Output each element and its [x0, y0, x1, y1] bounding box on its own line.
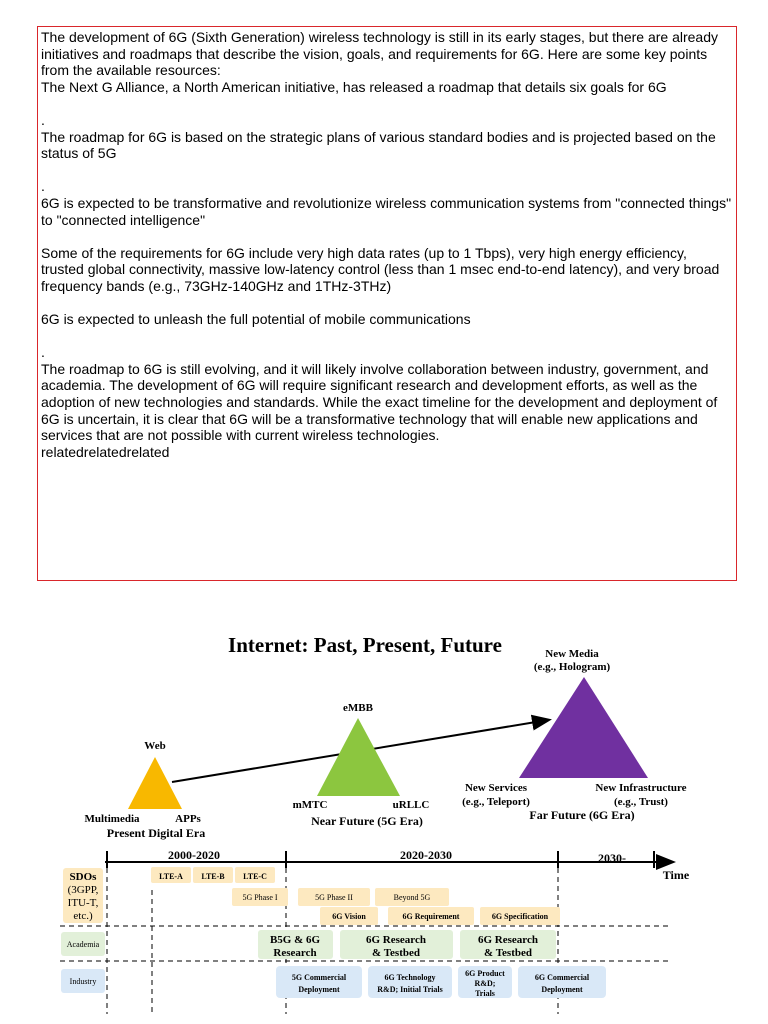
commercial6g-line2: Deployment [541, 985, 583, 994]
beyond5g-label: Beyond 5G [393, 893, 431, 902]
far-future-label: Far Future (6G Era) [529, 808, 635, 822]
paragraph-intro: The development of 6G (Sixth Generation) wireless technology is still in its early stages, but there are already initiatives and roadmaps that describe the vision, goals, and requirements for 6G. Here are some key points from the available resources: [41, 29, 718, 79]
research-testbed-1-line1: 6G Research [366, 934, 426, 946]
internet-roadmap-figure [0, 600, 768, 1024]
product6g-line3: Trials [475, 989, 495, 998]
lte-a-label: LTE-A [159, 872, 183, 881]
new-media-label: New Media [545, 648, 599, 660]
apps-label: APPs [175, 813, 201, 825]
sdos-label-3gpp: (3GPP, [67, 884, 99, 896]
research-testbed-1-line2: & Testbed [372, 947, 420, 959]
phase2-label: 5G Phase II [315, 893, 353, 902]
figure-title: Internet: Past, Present, Future [228, 633, 502, 657]
commercial5g-line2: Deployment [298, 985, 340, 994]
commercial5g-line1: 5G Commercial [291, 973, 347, 982]
urllc-label: uRLLC [392, 799, 430, 811]
trust-label: (e.g., Trust) [614, 796, 668, 808]
present-era-label: Present Digital Era [106, 826, 206, 840]
sdos-label-etc: etc.) [73, 910, 93, 922]
paragraph-requirements: Some of the requirements for 6G include very high data rates (up to 1 Tbps), very high energy efficiency, trusted global connectivity, massive low-latency control (less than 1 msec end-to-end latency), and very broad frequency bands (e.g., 73GHz-140GHz and 1THz-3THz) [41, 244, 720, 294]
sdos-label: SDOs [69, 871, 97, 883]
phase1-label: 5G Phase I [242, 893, 278, 902]
paragraph-next-g: The Next G Alliance, a North American initiative, has released a roadmap that details six goals for 6G [41, 78, 667, 95]
web-triangle [128, 757, 182, 809]
sdos-label-itut: ITU-T, [67, 897, 99, 909]
industry-label: Industry [69, 977, 97, 986]
spacer [41, 162, 733, 179]
product6g-line2: R&D; [474, 979, 496, 988]
period-2020-2030: 2020-2030 [400, 848, 452, 862]
academia-label: Academia [66, 940, 100, 949]
near-future-label: Near Future (5G Era) [311, 814, 423, 828]
spec6g-label: 6G Specification [491, 912, 549, 921]
time-axis-label: Time [662, 868, 690, 882]
vision6g-label: 6G Vision [332, 912, 366, 921]
product6g-line1: 6G Product [465, 969, 505, 978]
tech6g-line1: 6G Technology [384, 973, 436, 982]
new-media-triangle [519, 677, 648, 778]
multimedia-label: Multimedia [84, 813, 140, 825]
paragraph-transformative: 6G is expected to be transformative and revolutionize wireless communication systems from "connected things" to "connected intelligence" [41, 194, 732, 228]
paragraph-roadmap: The roadmap for 6G is based on the strategic plans of various standard bodies and is projected based on the status of 5G [41, 128, 716, 162]
lte-b-label: LTE-B [201, 872, 225, 881]
period-2000-2020: 2000-2020 [168, 848, 220, 862]
research-testbed-2-line2: & Testbed [484, 947, 532, 959]
document-text-box [37, 26, 737, 581]
embb-label: eMBB [343, 702, 373, 714]
period-2030: 2030- [598, 851, 626, 865]
b5g-research-label-line1: B5G & 6G [269, 934, 321, 946]
spacer [41, 328, 733, 345]
req6g-label: 6G Requirement [402, 912, 460, 921]
spacer [41, 95, 733, 112]
b5g-research-label-line2: Research [273, 947, 317, 959]
paragraph-dot: . [41, 111, 45, 128]
teleport-label: (e.g., Teleport) [462, 796, 530, 808]
tech6g-line2: R&D; Initial Trials [377, 985, 443, 994]
commercial6g-line1: 6G Commercial [534, 973, 590, 982]
paragraph-dot: . [41, 178, 45, 195]
lte-c-label: LTE-C [243, 872, 267, 881]
hologram-label: (e.g., Hologram) [533, 661, 611, 673]
paragraph-dot: . [41, 344, 45, 361]
spacer [41, 228, 733, 245]
research-testbed-2-line1: 6G Research [478, 934, 538, 946]
paragraph-potential: 6G is expected to unleash the full potential of mobile communications [41, 311, 471, 328]
new-infrastructure-label: New Infrastructure [595, 782, 687, 794]
spacer [41, 295, 733, 312]
mmtc-label: mMTC [292, 799, 328, 811]
paragraph-related: relatedrelatedrelated [41, 443, 170, 460]
web-label: Web [144, 740, 166, 752]
new-services-label: New Services [464, 782, 528, 794]
paragraph-evolving: The roadmap to 6G is still evolving, and it will likely involve collaboration between industry, government, and academia. The development of 6G will require significant research and development efforts, as well as the adoption of new technologies and standards. While the exact timeline for the development and deployment of 6G is uncertain, it is clear that 6G will be a transformative technology that will enable new applications and services that are not possible with current wireless technologies. [41, 360, 718, 444]
